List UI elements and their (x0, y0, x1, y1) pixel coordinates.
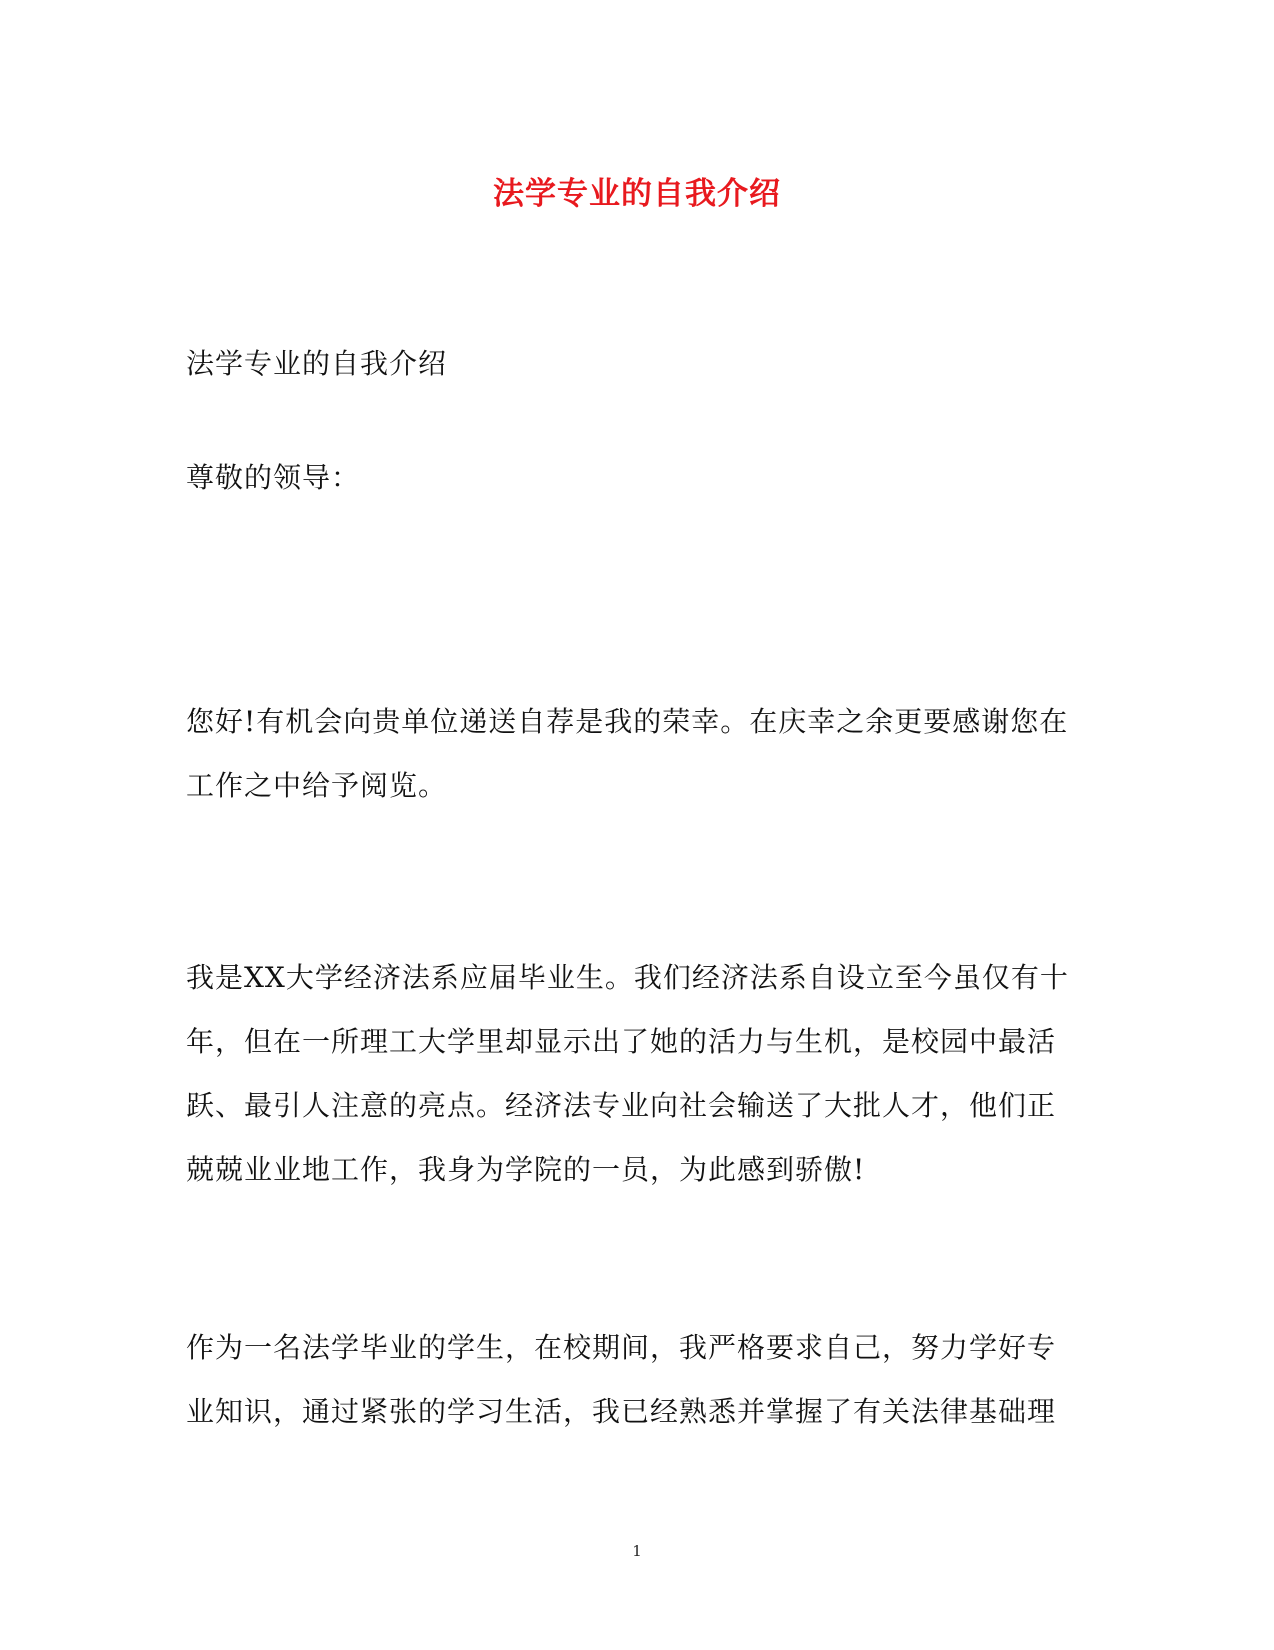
paragraph-university (186, 946, 1086, 1202)
paragraph-greeting (186, 690, 1086, 818)
page-number: 1 (632, 1542, 642, 1560)
paragraph-line: 年，但在一所理工大学里却显示出了她的活力与生机，是校园中最活 (186, 1025, 1057, 1058)
paragraph-line: 跃、最引人注意的亮点。经济法专业向社会输送了大批人才，他们正 (186, 1089, 1057, 1122)
paragraph-line: 兢兢业业地工作，我身为学院的一员，为此感到骄傲! (186, 1153, 866, 1186)
document-title: 法学专业的自我介绍 (493, 176, 781, 212)
paragraph-line: 您好!有机会向贵单位递送自荐是我的荣幸。在庆幸之余更要感谢您在 (186, 705, 1069, 738)
salutation-text: 尊敬的领导： (186, 461, 361, 494)
salutation (186, 446, 1086, 510)
paragraph-study (186, 1316, 1086, 1444)
paragraph-line: 业知识，通过紧张的学习生活，我已经熟悉并掌握了有关法律基础理 (186, 1395, 1057, 1428)
paragraph-line: 工作之中给予阅览。 (186, 769, 448, 802)
document-subtitle (186, 332, 1086, 396)
paragraph-line: 我是XX大学经济法系应届毕业生。我们经济法系自设立至今虽仅有十 (186, 961, 1069, 994)
paragraph-line: 作为一名法学毕业的学生，在校期间，我严格要求自己，努力学好专 (186, 1331, 1057, 1364)
subtitle-text: 法学专业的自我介绍 (186, 347, 448, 380)
